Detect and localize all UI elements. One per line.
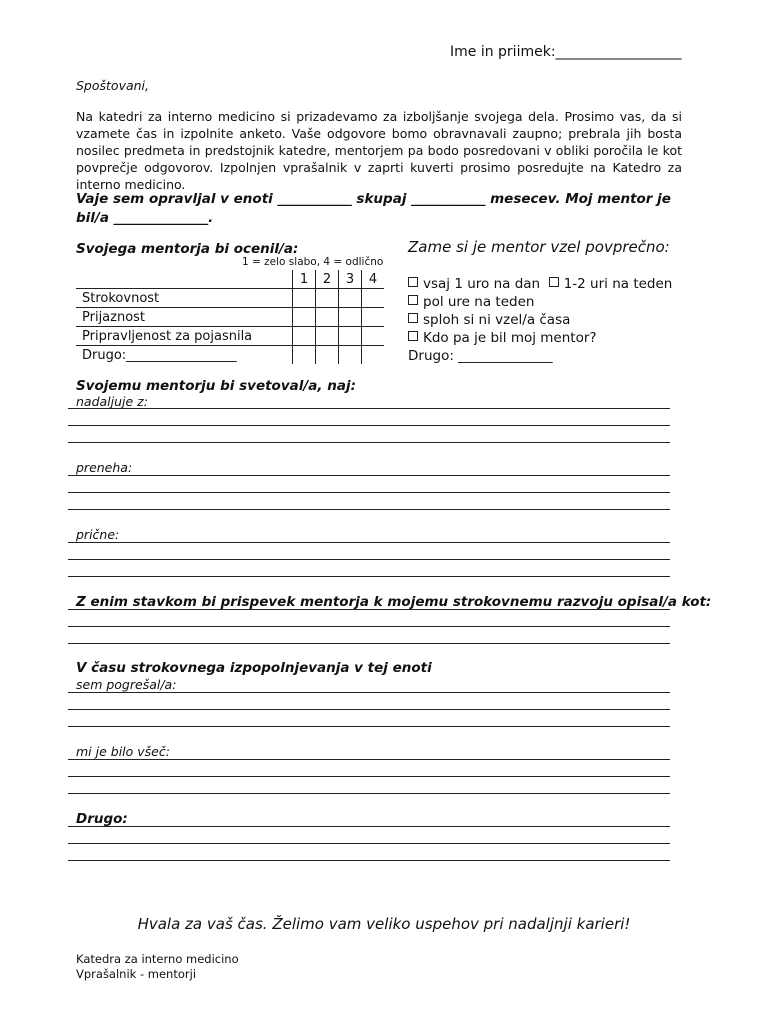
- training-liked-label: mi je bilo všeč:: [76, 744, 170, 759]
- answer-line[interactable]: [68, 542, 670, 543]
- answer-line[interactable]: [68, 408, 670, 409]
- rating-col-2: 2: [316, 270, 339, 289]
- answer-line[interactable]: [68, 559, 670, 560]
- advice-continue-label: nadaljuje z:: [76, 394, 148, 409]
- rating-table: [76, 270, 384, 364]
- answer-line[interactable]: [68, 442, 670, 443]
- rating-cell[interactable]: [339, 327, 362, 346]
- footer-form-name: Vprašalnik - mentorji: [76, 967, 197, 981]
- time-option-label: Kdo pa je bil moj mentor?: [423, 330, 597, 346]
- answer-line[interactable]: [68, 860, 670, 861]
- rating-cell[interactable]: [316, 327, 339, 346]
- rating-cell[interactable]: [316, 308, 339, 327]
- answer-line[interactable]: [68, 425, 670, 426]
- time-title: Zame si je mentor vzel povprečno:: [408, 238, 670, 256]
- rating-col-3: 3: [339, 270, 362, 289]
- footer-department: Katedra za interno medicino: [76, 952, 239, 966]
- rating-cell[interactable]: [362, 308, 385, 327]
- time-option-row-1: [408, 275, 672, 293]
- checkbox-icon[interactable]: [549, 277, 559, 287]
- training-missed-label: sem pogrešal/a:: [76, 677, 177, 692]
- training-title: V času strokovnega izpopolnjevanja v tej enoti: [76, 660, 432, 676]
- rating-col-4: 4: [362, 270, 385, 289]
- name-field[interactable]: Ime in priimek:__________________: [450, 44, 682, 60]
- rating-scale-note: 1 = zelo slabo, 4 = odlično: [242, 256, 384, 268]
- time-option-row-2: [408, 293, 672, 311]
- rating-row: [76, 289, 384, 308]
- answer-line[interactable]: [68, 843, 670, 844]
- answer-line[interactable]: [68, 626, 670, 627]
- time-option-row-3: [408, 311, 672, 329]
- other-title: Drugo:: [76, 811, 128, 827]
- answer-line[interactable]: [68, 826, 670, 827]
- time-option-label: pol ure na teden: [423, 294, 535, 310]
- rating-title: Svojega mentorja bi ocenil/a:: [76, 241, 299, 257]
- rating-cell[interactable]: [316, 346, 339, 365]
- checkbox-icon[interactable]: [408, 295, 418, 305]
- time-other[interactable]: Drugo: ______________: [408, 348, 553, 364]
- contribution-title: Z enim stavkom bi prispevek mentorja k mojemu strokovnemu razvoju opisal/a kot:: [76, 594, 712, 610]
- answer-line[interactable]: [68, 609, 670, 610]
- advice-start-label: prične:: [76, 527, 120, 542]
- answer-line[interactable]: [68, 475, 670, 476]
- advice-stop-label: preneha:: [76, 460, 133, 475]
- footer: [76, 952, 239, 982]
- time-option-label: vsaj 1 uro na dan: [423, 276, 541, 292]
- answer-line[interactable]: [68, 759, 670, 760]
- answer-line[interactable]: [68, 793, 670, 794]
- rating-header-empty: [76, 270, 293, 289]
- rating-cell[interactable]: [293, 327, 316, 346]
- rating-cell[interactable]: [362, 346, 385, 365]
- rating-col-1: 1: [293, 270, 316, 289]
- answer-line[interactable]: [68, 576, 670, 577]
- rating-row-label[interactable]: Drugo:_________________: [82, 347, 237, 363]
- rating-row: [76, 327, 384, 346]
- answer-line[interactable]: [68, 709, 670, 710]
- answer-line[interactable]: [68, 643, 670, 644]
- advice-title: Svojemu mentorju bi svetoval/a, naj:: [76, 378, 356, 394]
- rating-row-label: Prijaznost: [76, 308, 293, 327]
- rating-cell[interactable]: [293, 308, 316, 327]
- rating-header-row: [76, 270, 384, 289]
- answer-line[interactable]: [68, 492, 670, 493]
- checkbox-icon[interactable]: [408, 313, 418, 323]
- checkbox-icon[interactable]: [408, 331, 418, 341]
- thanks-message: Hvala za vaš čas. Želimo vam veliko uspehov pri nadaljnji karieri!: [137, 915, 631, 933]
- greeting: Spoštovani,: [76, 78, 150, 93]
- rating-row: [76, 308, 384, 327]
- answer-line[interactable]: [68, 776, 670, 777]
- rating-cell[interactable]: [293, 289, 316, 308]
- rating-row: [76, 346, 384, 365]
- rating-row-label: Pripravljenost za pojasnila: [76, 327, 293, 346]
- checkbox-icon[interactable]: [408, 277, 418, 287]
- time-option-label: 1-2 uri na teden: [563, 276, 673, 292]
- answer-line[interactable]: [68, 509, 670, 510]
- rating-cell[interactable]: [339, 346, 362, 365]
- rating-cell[interactable]: [293, 346, 316, 365]
- rotation-info[interactable]: Vaje sem opravljal v enoti ___________ skupaj ___________ mesecev. Moj mentor je bil/a ______________.: [76, 191, 671, 226]
- rating-cell[interactable]: [362, 327, 385, 346]
- answer-line[interactable]: [68, 692, 670, 693]
- time-option-label: sploh si ni vzel/a časa: [423, 312, 571, 328]
- rating-cell[interactable]: [339, 308, 362, 327]
- rating-cell[interactable]: [316, 289, 339, 308]
- rating-cell[interactable]: [339, 289, 362, 308]
- time-options: [408, 275, 672, 365]
- time-option-row-4: [408, 329, 672, 347]
- intro-paragraph: Na katedri za interno medicino si prizadevamo za izboljšanje svojega dela. Prosimo vas, da si vzamete čas in izpolnite anketo. Vaše odgovore bomo obravnavali zaupno; prebrala jih bosta nosilec predmeta in predstojnik katedre, mentorjem pa bodo posredovani v obliki poročila le kot povprečje odgovorov. Izpolnjen vprašalnik v zaprti kuverti prosimo posredujte na Katedro za interno medicino.: [76, 109, 682, 192]
- rating-row-label: Strokovnost: [76, 289, 293, 308]
- answer-line[interactable]: [68, 726, 670, 727]
- rating-cell[interactable]: [362, 289, 385, 308]
